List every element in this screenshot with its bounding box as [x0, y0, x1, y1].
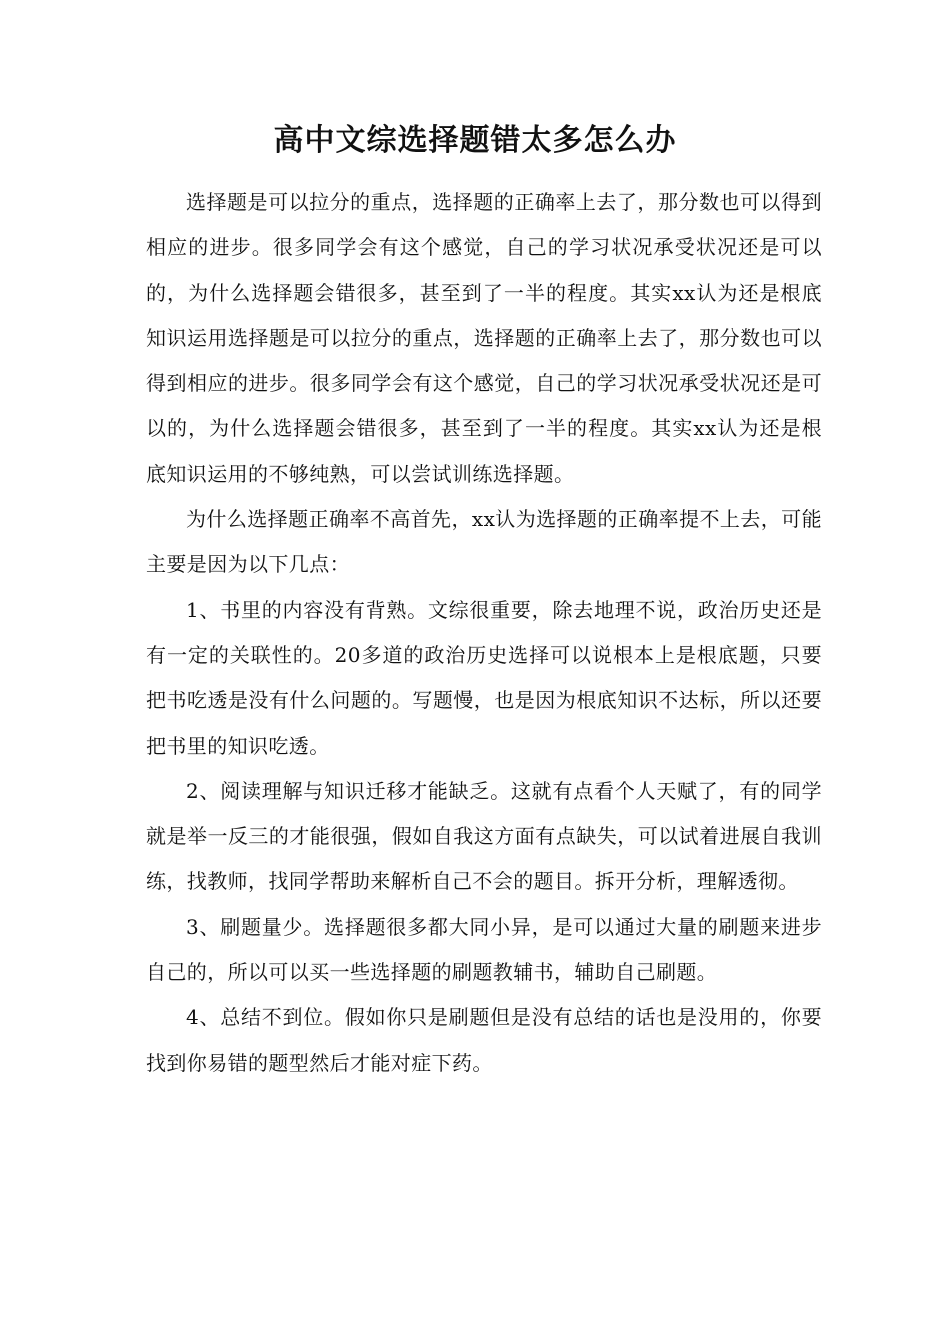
- paragraph-reason-1: 1、书里的内容没有背熟。文综很重要，除去地理不说，政治历史还是有一定的关联性的。20多道的政治历史选择可以说根本上是根底题，只要把书吃透是没有什么问题的。写题慢，也是因为根底知识不达标，所以还要把书里的知识吃透。: [146, 597, 822, 758]
- document-body: [146, 180, 822, 1086]
- paragraph-intro: 选择题是可以拉分的重点，选择题的正确率上去了，那分数也可以得到相应的进步。很多同学会有这个感觉，自己的学习状况承受状况还是可以的，为什么选择题会错很多，甚至到了一半的程度。其实xx认为还是根底知识运用选择题是可以拉分的重点，选择题的正确率上去了，那分数也可以得到相应的进步。很多同学会有这个感觉，自己的学习状况承受状况还是可以的，为什么选择题会错很多，甚至到了一半的程度。其实xx认为还是根底知识运用的不够纯熟，可以尝试训练选择题。: [146, 190, 822, 486]
- paragraph-reason-2: 2、阅读理解与知识迁移才能缺乏。这就有点看个人天赋了，有的同学就是举一反三的才能很强，假如自我这方面有点缺失，可以试着进展自我训练，找教师，找同学帮助来解析自己不会的题目。拆开分析，理解透彻。: [146, 778, 822, 894]
- document-title: 高中文综选择题错太多怎么办: [273, 123, 677, 158]
- paragraph-reason-3: 3、刷题量少。选择题很多都大同小异，是可以通过大量的刷题来进步自己的，所以可以买一些选择题的刷题教辅书，辅助自己刷题。: [146, 914, 822, 985]
- paragraph-reason-4: 4、总结不到位。假如你只是刷题但是没有总结的话也是没用的，你要找到你易错的题型然后才能对症下药。: [146, 1005, 822, 1075]
- paragraph-reasons-lead: 为什么选择题正确率不高首先，xx认为选择题的正确率提不上去，可能主要是因为以下几点：: [146, 507, 822, 577]
